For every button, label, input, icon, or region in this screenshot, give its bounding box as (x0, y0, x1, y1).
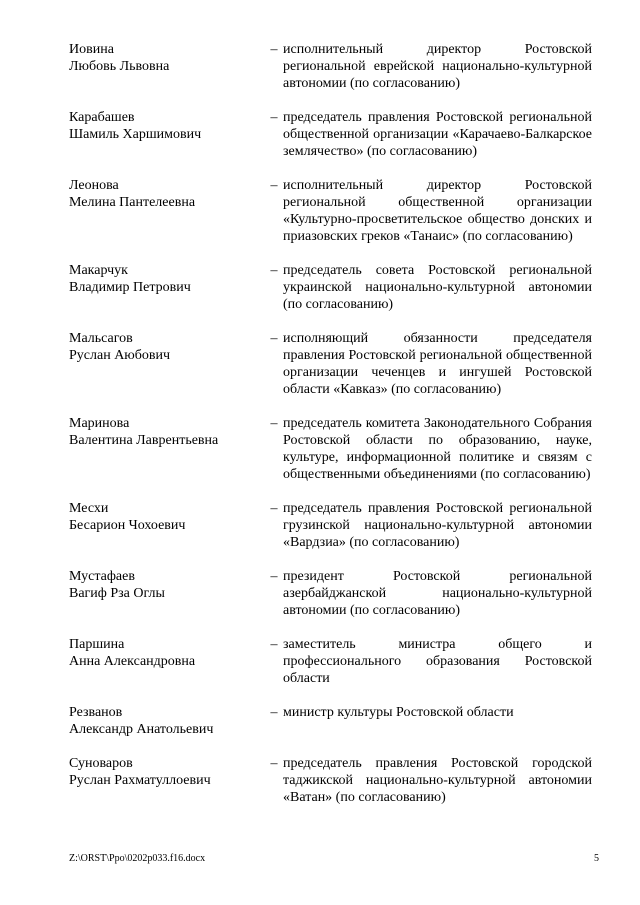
position-description: заместитель министра общего и профессионального образования Ростовской области (283, 637, 592, 686)
person-name (69, 177, 265, 245)
person-name (69, 262, 265, 313)
surname: Мустафаев (69, 569, 135, 584)
given-names: Руслан Рахматуллоевич (69, 773, 211, 788)
dash-separator: – (270, 263, 278, 278)
surname: Резванов (69, 705, 123, 720)
given-names: Бесарион Чохоевич (69, 518, 186, 533)
person-name (69, 755, 265, 806)
surname: Суноваров (69, 756, 133, 771)
list-item (69, 262, 599, 313)
given-names: Любовь Львовна (69, 59, 170, 74)
position-description: президент Ростовской региональной азербайджанской национально-культурной автономии (по согласованию) (283, 569, 592, 618)
dash-separator: – (270, 110, 278, 125)
given-names: Мелина Пантелеевна (69, 195, 196, 210)
position-description: исполняющий обязанности председателя правления Ростовской региональной общественной организации чеченцев и ингушей Ростовской области «Кавказ» (по согласованию) (283, 331, 592, 397)
given-names: Анна Александровна (69, 654, 196, 669)
list-item (69, 568, 599, 619)
list-item (69, 330, 599, 398)
surname: Леонова (69, 178, 119, 193)
list-item (69, 704, 599, 738)
given-names: Александр Анатольевич (69, 722, 214, 737)
position-description: председатель правления Ростовской городской таджикской национально-культурной автономии «Ватан» (по согласованию) (283, 756, 592, 805)
person-name (69, 109, 265, 160)
page-number: 5 (594, 853, 599, 864)
dash-separator: – (270, 637, 278, 652)
list-item (69, 415, 599, 483)
list-item (69, 41, 599, 92)
dash-separator: – (270, 416, 278, 431)
person-name (69, 500, 265, 551)
surname: Мальсагов (69, 331, 133, 346)
surname: Макарчук (69, 263, 128, 278)
page-footer (69, 853, 599, 865)
person-name (69, 330, 265, 398)
person-name (69, 568, 265, 619)
given-names: Вагиф Рза Оглы (69, 586, 165, 601)
dash-separator: – (270, 705, 278, 720)
position-description: председатель правления Ростовской региональной грузинской национально-культурной автономии «Вардзиа» (по согласованию) (283, 501, 592, 550)
dash-separator: – (270, 42, 278, 57)
person-name (69, 41, 265, 92)
position-description: исполнительный директор Ростовской региональной общественной организации «Культурно-просветительское общество донских и приазовских греков «Танаис» (по согласованию) (283, 178, 592, 244)
given-names: Владимир Петрович (69, 280, 191, 295)
person-name (69, 704, 265, 738)
person-name (69, 636, 265, 687)
surname: Паршина (69, 637, 125, 652)
person-name (69, 415, 265, 483)
dash-separator: – (270, 569, 278, 584)
list-item (69, 109, 599, 160)
surname: Маринова (69, 416, 130, 431)
given-names: Руслан Аюбович (69, 348, 171, 363)
position-description: министр культуры Ростовской области (283, 705, 514, 720)
given-names: Валентина Лаврентьевна (69, 433, 219, 448)
position-description: председатель комитета Законодательного Собрания Ростовской области по образованию, науке, культуре, информационной политике и связям с общественными объединениями (по согласованию) (283, 416, 592, 482)
dash-separator: – (270, 331, 278, 346)
list-item (69, 755, 599, 806)
member-list (69, 41, 599, 823)
list-item (69, 636, 599, 687)
surname: Месхи (69, 501, 109, 516)
dash-separator: – (270, 756, 278, 771)
surname: Карабашев (69, 110, 135, 125)
given-names: Шамиль Харшимович (69, 127, 202, 142)
position-description: исполнительный директор Ростовской региональной еврейской национально-культурной автономии (по согласованию) (283, 42, 592, 91)
position-description: председатель правления Ростовской региональной общественной организации «Карачаево-Балкарское землячество» (по согласованию) (283, 110, 592, 159)
list-item (69, 500, 599, 551)
position-description: председатель совета Ростовской региональной украинской национально-культурной автономии (по согласованию) (283, 263, 592, 312)
dash-separator: – (270, 178, 278, 193)
file-path: Z:\ORST\Ppo\0202p033.f16.docx (69, 853, 206, 864)
dash-separator: – (270, 501, 278, 516)
list-item (69, 177, 599, 245)
surname: Иовина (69, 42, 114, 57)
